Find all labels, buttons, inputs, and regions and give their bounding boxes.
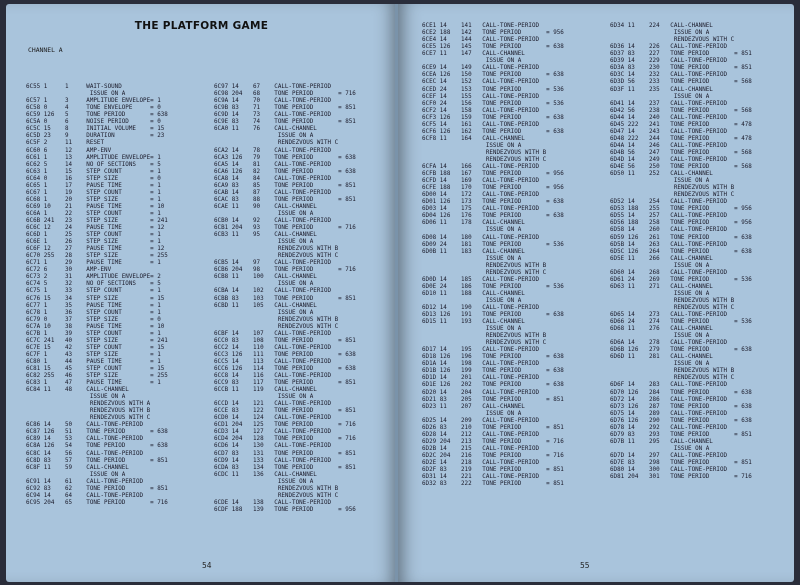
listing-line: 6D25 14 209 CALL-TONE-PERIOD bbox=[422, 417, 540, 424]
listing-line: RENDEZVOUS WITH B bbox=[422, 149, 547, 156]
listing-line: RENDEZVOUS WITH B bbox=[610, 185, 735, 192]
listing-line: 6D4E 56 250 TONE PERIOD = 568 bbox=[610, 164, 752, 171]
listing-line: ISSUE ON A bbox=[26, 394, 126, 401]
page-number: 54 bbox=[202, 561, 212, 570]
listing-line: RENDEZVOUS WITH B bbox=[26, 408, 151, 415]
listing-line: ISSUE ON A bbox=[422, 227, 522, 234]
listing-line: 6C8C 14 56 CALL-TONE-PERIOD bbox=[26, 450, 144, 457]
listing-line: 6D34 11 224 CALL-CHANNEL bbox=[610, 23, 713, 30]
listing-line: 6CA5 14 81 CALL-TONE-PERIOD bbox=[214, 161, 332, 168]
listing-line: 6CCB 11 119 CALL-CHANNEL bbox=[214, 387, 317, 394]
listing-line: 6CF0 24 156 TONE PERIOD = 536 bbox=[422, 100, 564, 107]
listing-line: 6CA3 126 79 TONE PERIOD = 638 bbox=[214, 154, 356, 161]
listing-line: 6D31 14 221 CALL-TONE-PERIOD bbox=[422, 474, 540, 481]
listing-line: 6CD7 83 131 TONE PERIOD = 851 bbox=[214, 450, 356, 457]
listing-line: ISSUE ON A bbox=[214, 478, 314, 485]
listing-line: ISSUE ON A bbox=[610, 445, 710, 452]
listing-line: 6D5C 126 264 TONE PERIOD = 638 bbox=[610, 248, 752, 255]
listing-line: 6CC6 126 114 TONE PERIOD = 638 bbox=[214, 365, 356, 372]
listing-line: 6CC9 83 117 TONE PERIOD = 851 bbox=[214, 380, 356, 387]
listing-line: RENDEZVOUS WITH C bbox=[422, 156, 547, 163]
listing-line: 6C8A 126 54 TONE PERIOD = 638 bbox=[26, 443, 168, 450]
listing-line: 6C5A 0 6 NOISE PERIOD = 0 bbox=[26, 119, 161, 126]
listing-line: 6D3A 83 230 TONE PERIOD = 851 bbox=[610, 65, 752, 72]
listing-line: RENDEZVOUS WITH B bbox=[214, 246, 339, 253]
listing-line: 6CE1 14 141 CALL-TONE-PERIOD bbox=[422, 23, 540, 30]
listing-line: 6C64 0 16 STEP SIZE = 0 bbox=[26, 175, 161, 182]
listing-line: 6C7B 1 39 STEP COUNT = 1 bbox=[26, 330, 161, 337]
listing-line: 6D15 11 193 CALL-CHANNEL bbox=[422, 319, 525, 326]
listing-line: 6C73 2 31 AMPLITUDE ENVELOPE= 2 bbox=[26, 274, 161, 281]
listing-line: RENDEZVOUS WITH C bbox=[214, 253, 339, 260]
listing-line: RENDEZVOUS WITH B bbox=[422, 262, 547, 269]
listing-line: 6C92 83 62 TONE PERIOD = 851 bbox=[26, 485, 168, 492]
listing-line: 6CC2 14 110 CALL-TONE-PERIOD bbox=[214, 344, 332, 351]
listing-line: 6CB6 204 98 TONE PERIOD = 716 bbox=[214, 267, 356, 274]
listing-line: 6D41 14 237 CALL-TONE-PERIOD bbox=[610, 100, 728, 107]
listing-line: 6C77 1 35 PAUSE TIME = 1 bbox=[26, 302, 161, 309]
listing-line: 6CDE 14 138 CALL-TONE-PERIOD bbox=[214, 499, 332, 506]
listing-line: 6D48 222 244 TONE PERIOD = 478 bbox=[610, 135, 752, 142]
listing-line: 6D7D 14 297 CALL-TONE-PERIOD bbox=[610, 452, 728, 459]
listing-lines bbox=[26, 84, 168, 507]
listing-line: 6D2C 204 216 TONE PERIOD = 716 bbox=[422, 452, 564, 459]
listing-line: 6D39 14 229 CALL-TONE-PERIOD bbox=[610, 58, 728, 65]
listing-line: 6C89 14 53 CALL-TONE-PERIOD bbox=[26, 436, 144, 443]
listing-line: 6C87 126 51 TONE PERIOD = 638 bbox=[26, 429, 168, 436]
listing-line: 6C6E 1 26 STEP SIZE = 1 bbox=[26, 239, 161, 246]
listing-line: 6CF8 11 164 CALL-CHANNEL bbox=[422, 135, 525, 142]
listing-line: 6C84 11 48 CALL-CHANNEL bbox=[26, 387, 129, 394]
listing-line: 6D50 11 252 CALL-CHANNEL bbox=[610, 171, 713, 178]
page-number: 55 bbox=[580, 561, 590, 570]
listing-line: ISSUE ON A bbox=[422, 297, 522, 304]
listing-line: 6C9A 14 70 CALL-TONE-PERIOD bbox=[214, 98, 332, 105]
listing-line: 6CA0 11 76 CALL-CHANNEL bbox=[214, 126, 317, 133]
listing-line: RENDEZVOUS WITH C bbox=[610, 304, 735, 311]
listing-line: 6D75 14 289 CALL-TONE-PERIOD bbox=[610, 410, 728, 417]
listing-line: 6D70 126 284 TONE PERIOD = 638 bbox=[610, 389, 752, 396]
listing-line: 6C70 255 28 STEP SIZE = 255 bbox=[26, 253, 168, 260]
listing-line: 6D36 14 226 CALL-TONE-PERIOD bbox=[610, 44, 728, 51]
listing-line: RENDEZVOUS WITH B bbox=[610, 368, 735, 375]
listing-line: ISSUE ON A bbox=[422, 410, 522, 417]
listing-line: 6D09 24 181 TONE PERIOD = 536 bbox=[422, 241, 564, 248]
listing-column-2 bbox=[610, 9, 752, 495]
listing-line: 6D0B 11 183 CALL-CHANNEL bbox=[422, 248, 525, 255]
listing-line: ISSUE ON A bbox=[610, 361, 710, 368]
listing-line: 6C98 204 68 TONE PERIOD = 716 bbox=[214, 91, 356, 98]
listing-line: 6D60 14 268 CALL-TONE-PERIOD bbox=[610, 269, 728, 276]
listing-line: 6D6A 14 278 CALL-TONE-PERIOD bbox=[610, 340, 728, 347]
listing-line: 6D6F 14 283 CALL-TONE-PERIOD bbox=[610, 382, 728, 389]
listing-line: 6D13 126 191 TONE PERIOD = 638 bbox=[422, 312, 564, 319]
listing-line: 6CC5 14 113 CALL-TONE-PERIOD bbox=[214, 358, 332, 365]
listing-line: 6D12 14 190 CALL-TONE-PERIOD bbox=[422, 304, 540, 311]
page-title: THE PLATFORM GAME bbox=[134, 20, 269, 32]
listing-line: ISSUE ON A bbox=[422, 255, 522, 262]
listing-line: 6C67 1 19 STEP COUNT = 1 bbox=[26, 189, 161, 196]
listing-line: 6CA8 14 84 CALL-TONE-PERIOD bbox=[214, 175, 332, 182]
listing-line: 6CB1 204 93 TONE PERIOD = 716 bbox=[214, 225, 356, 232]
listing-line: 6C75 1 33 STEP COUNT = 1 bbox=[26, 288, 161, 295]
listing-line: 6C62 5 14 NO OF SECTIONS = 5 bbox=[26, 161, 161, 168]
listing-line: 6C76 15 34 STEP SIZE = 15 bbox=[26, 295, 165, 302]
listing-lines bbox=[422, 23, 564, 488]
listing-line: RENDEZVOUS WITH C bbox=[26, 415, 151, 422]
listing-line: 6CAE 11 90 CALL-CHANNEL bbox=[214, 203, 317, 210]
listing-line: 6C86 14 50 CALL-TONE-PERIOD bbox=[26, 422, 144, 429]
listing-line: 6CEC 14 152 CALL-TONE-PERIOD bbox=[422, 79, 540, 86]
listing-line: 6D26 83 210 TONE PERIOD = 851 bbox=[422, 424, 564, 431]
listing-line: 6CC3 126 111 TONE PERIOD = 638 bbox=[214, 351, 356, 358]
listing-line: ISSUE ON A bbox=[214, 394, 314, 401]
listing-line: 6CD0 14 124 CALL-TONE-PERIOD bbox=[214, 415, 332, 422]
listing-line: 6CD9 14 133 CALL-TONE-PERIOD bbox=[214, 457, 332, 464]
listing-line: 6C60 6 12 AMP-ENV bbox=[26, 147, 112, 154]
listing-line: RENDEZVOUS WITH C bbox=[214, 323, 339, 330]
listing-line: 6CD6 14 130 CALL-TONE-PERIOD bbox=[214, 443, 332, 450]
listing-line: 6CDC 11 136 CALL-CHANNEL bbox=[214, 471, 317, 478]
listing-line: 6C82 255 46 STEP SIZE = 255 bbox=[26, 373, 168, 380]
listing-line: 6D63 11 271 CALL-CHANNEL bbox=[610, 283, 713, 290]
page-55 bbox=[398, 4, 794, 582]
listing-line: 6D2E 14 218 CALL-TONE-PERIOD bbox=[422, 460, 540, 466]
listing-line: 6C5C 15 8 INITIAL VOLUME = 15 bbox=[26, 126, 165, 133]
listing-line: 6D20 14 204 CALL-TONE-PERIOD bbox=[422, 389, 540, 396]
listing-line: 6D08 14 180 CALL-TONE-PERIOD bbox=[422, 234, 540, 241]
listing-line: 6C72 6 30 AMP-ENV bbox=[26, 267, 112, 274]
listing-line: 6CCD 14 121 CALL-TONE-PERIOD bbox=[214, 401, 332, 408]
listing-line: 6C63 1 15 STEP COUNT = 1 bbox=[26, 168, 161, 175]
listing-line: 6C65 1 17 PAUSE TIME = 1 bbox=[26, 182, 161, 189]
listing-line: 6D18 126 196 TONE PERIOD = 638 bbox=[422, 354, 564, 361]
listing-line: 6D45 222 241 TONE PERIOD = 478 bbox=[610, 121, 752, 128]
listing-line: 6C91 14 61 CALL-TONE-PERIOD bbox=[26, 478, 144, 485]
listing-line: RENDEZVOUS WITH A bbox=[26, 401, 151, 408]
listing-line: 6C69 10 21 PAUSE TIME = 10 bbox=[26, 203, 165, 210]
listing-line: ISSUE ON A bbox=[214, 210, 314, 217]
listing-line: 6D72 14 286 CALL-TONE-PERIOD bbox=[610, 396, 728, 403]
listing-line: 6D47 14 243 CALL-TONE-PERIOD bbox=[610, 128, 728, 135]
listing-line: 6CE9 14 149 CALL-TONE-PERIOD bbox=[422, 65, 540, 72]
listing-line: 6CFA 14 166 CALL-TONE-PERIOD bbox=[422, 164, 540, 171]
listing-line: 6C8F 11 59 CALL-CHANNEL bbox=[26, 464, 129, 471]
listing-line: 6D4D 14 249 CALL-TONE-PERIOD bbox=[610, 156, 728, 163]
section-heading: CHANNEL A bbox=[28, 46, 63, 54]
listing-line: 6CA6 126 82 TONE PERIOD = 638 bbox=[214, 168, 356, 175]
listing-line: RENDEZVOUS WITH B bbox=[214, 316, 339, 323]
listing-line: 6D2F 83 219 TONE PERIOD = 851 bbox=[422, 467, 564, 474]
listing-line: 6CE7 11 147 CALL-CHANNEL bbox=[422, 51, 525, 58]
listing-line: 6D76 126 290 TONE PERIOD = 638 bbox=[610, 417, 752, 424]
listing-line: 6C9D 14 73 CALL-TONE-PERIOD bbox=[214, 112, 332, 119]
listing-line: 6C7C 241 40 STEP SIZE = 241 bbox=[26, 337, 168, 344]
listing-line: 6D6D 11 281 CALL-CHANNEL bbox=[610, 354, 713, 361]
listing-line: 6C6D 1 25 STEP COUNT = 1 bbox=[26, 232, 161, 239]
listing-line: 6CD3 14 127 CALL-TONE-PERIOD bbox=[214, 429, 332, 436]
listing-line: 6D10 11 188 CALL-CHANNEL bbox=[422, 290, 525, 297]
listing-line: 6CAB 14 87 CALL-TONE-PERIOD bbox=[214, 189, 332, 196]
listing-line: 6C55 1 1 WAIT-SOUND bbox=[26, 84, 122, 91]
listing-line: 6CEF 14 155 CALL-TONE-PERIOD bbox=[422, 93, 540, 100]
listing-line: 6D6B 126 279 TONE PERIOD = 638 bbox=[610, 347, 752, 354]
listing-line: ISSUE ON A bbox=[422, 326, 522, 333]
listing-line: 6CF5 14 161 CALL-TONE-PERIOD bbox=[422, 121, 540, 128]
listing-line: 6D79 83 293 TONE PERIOD = 851 bbox=[610, 431, 752, 438]
listing-line: 6CBB 83 103 TONE PERIOD = 851 bbox=[214, 295, 356, 302]
listing-line: 6C94 14 64 CALL-TONE-PERIOD bbox=[26, 492, 144, 499]
listing-line: 6D28 14 212 CALL-TONE-PERIOD bbox=[422, 431, 540, 438]
listing-line: 6CD4 204 128 TONE PERIOD = 716 bbox=[214, 436, 356, 443]
listing-line: 6C9B 83 71 TONE PERIOD = 851 bbox=[214, 105, 356, 112]
listing-line: 6CF2 14 158 CALL-TONE-PERIOD bbox=[422, 107, 540, 114]
listing-line: RENDEZVOUS WITH C bbox=[610, 37, 735, 44]
listing-line: 6D17 14 195 CALL-TONE-PERIOD bbox=[422, 347, 540, 354]
listing-line: 6CC0 83 108 TONE PERIOD = 851 bbox=[214, 337, 356, 344]
listing-line: 6CF3 126 159 TONE PERIOD = 638 bbox=[422, 114, 564, 121]
listing-line: 6D06 11 178 CALL-CHANNEL bbox=[422, 220, 525, 227]
listing-line: ISSUE ON A bbox=[214, 239, 314, 246]
listing-lines bbox=[610, 23, 752, 481]
listing-line: 6CBA 14 102 CALL-TONE-PERIOD bbox=[214, 288, 332, 295]
listing-line: 6CB8 11 100 CALL-CHANNEL bbox=[214, 274, 317, 281]
listing-line: 6CE4 14 144 CALL-TONE-PERIOD bbox=[422, 37, 540, 44]
listing-line: ISSUE ON A bbox=[214, 133, 314, 140]
listing-line: 6CF6 126 162 TONE PERIOD = 638 bbox=[422, 128, 564, 135]
listing-line: 6C59 126 5 TONE PERIOD = 638 bbox=[26, 112, 168, 119]
listing-line: 6CB3 11 95 CALL-CHANNEL bbox=[214, 232, 317, 239]
listing-column-2 bbox=[214, 70, 356, 528]
listing-line: ISSUE ON A bbox=[26, 91, 126, 98]
listing-line: ISSUE ON A bbox=[610, 262, 710, 269]
page-54 bbox=[6, 4, 397, 582]
listing-line: 6C6F 12 27 PAUSE TIME = 12 bbox=[26, 246, 165, 253]
listing-line: 6CBF 14 107 CALL-TONE-PERIOD bbox=[214, 330, 332, 337]
listing-line: 6C74 5 32 NO OF SECTIONS = 5 bbox=[26, 281, 161, 288]
listing-line: ISSUE ON A bbox=[214, 281, 314, 288]
listing-line: 6CFB 188 167 TONE PERIOD = 956 bbox=[422, 171, 564, 178]
listing-lines bbox=[214, 84, 356, 514]
listing-column-1 bbox=[422, 9, 564, 502]
listing-line: 6CA9 83 85 TONE PERIOD = 851 bbox=[214, 182, 356, 189]
listing-line: ISSUE ON A bbox=[610, 93, 710, 100]
listing-line: 6CB5 14 97 CALL-TONE-PERIOD bbox=[214, 260, 332, 267]
listing-line: 6CFE 188 170 TONE PERIOD = 956 bbox=[422, 185, 564, 192]
listing-line: 6C80 1 44 PAUSE TIME = 1 bbox=[26, 358, 161, 365]
listing-line: 6D1D 14 201 CALL-TONE-PERIOD bbox=[422, 375, 540, 382]
listing-line: ISSUE ON A bbox=[26, 471, 126, 478]
listing-line: 6D01 126 173 TONE PERIOD = 638 bbox=[422, 199, 564, 206]
listing-line: 6C83 1 47 PAUSE TIME = 1 bbox=[26, 380, 161, 387]
listing-line: 6CDF 188 139 TONE PERIOD = 956 bbox=[214, 506, 356, 513]
listing-line: ISSUE ON A bbox=[610, 178, 710, 185]
listing-line: RENDEZVOUS WITH C bbox=[610, 192, 735, 199]
listing-line: RENDEZVOUS WITH B bbox=[422, 333, 547, 340]
listing-line: 6CC8 14 116 CALL-TONE-PERIOD bbox=[214, 373, 332, 380]
listing-line: 6D4A 14 246 CALL-TONE-PERIOD bbox=[610, 142, 728, 149]
listing-line: RENDEZVOUS WITH C bbox=[422, 340, 547, 347]
listing-line: 6D23 11 207 CALL-CHANNEL bbox=[422, 403, 525, 410]
listing-line: 6CBD 11 105 CALL-CHANNEL bbox=[214, 302, 317, 309]
listing-line: 6C7F 1 43 STEP SIZE = 1 bbox=[26, 351, 161, 358]
listing-line: 6C7A 10 38 PAUSE TIME = 10 bbox=[26, 323, 165, 330]
listing-line: 6D7B 11 295 CALL-CHANNEL bbox=[610, 438, 713, 445]
listing-line: 6D0E 24 186 TONE PERIOD = 536 bbox=[422, 283, 564, 290]
listing-line: 6D21 83 205 TONE PERIOD = 851 bbox=[422, 396, 564, 403]
listing-line: RENDEZVOUS WITH C bbox=[610, 375, 735, 382]
listing-line: 6D61 24 269 TONE PERIOD = 536 bbox=[610, 276, 752, 283]
listing-line: 6C6B 241 23 STEP SIZE = 241 bbox=[26, 217, 168, 224]
listing-line: 6C5D 23 9 DURATION = 23 bbox=[26, 133, 165, 140]
listing-line: 6D44 14 240 CALL-TONE-PERIOD bbox=[610, 114, 728, 121]
listing-line: 6C5F 2 11 RESET bbox=[26, 140, 105, 147]
listing-line: 6CDA 83 134 TONE PERIOD = 851 bbox=[214, 464, 356, 471]
listing-line: 6D1E 126 202 TONE PERIOD = 638 bbox=[422, 382, 564, 389]
listing-line: 6D29 204 213 TONE PERIOD = 716 bbox=[422, 438, 564, 445]
listing-line: RENDEZVOUS WITH B bbox=[610, 297, 735, 304]
listing-line: 6C95 204 65 TONE PERIOD = 716 bbox=[26, 499, 168, 506]
listing-line: 6D5B 14 263 CALL-TONE-PERIOD bbox=[610, 241, 728, 248]
listing-line: 6C57 1 3 AMPLITUDE ENVELOPE= 1 bbox=[26, 98, 161, 105]
listing-line: 6D03 14 175 CALL-TONE-PERIOD bbox=[422, 206, 540, 213]
listing-line: 6C81 15 45 STEP COUNT = 15 bbox=[26, 365, 165, 372]
listing-line: 6D3C 14 232 CALL-TONE-PERIOD bbox=[610, 72, 728, 79]
listing-line: 6D68 11 276 CALL-CHANNEL bbox=[610, 326, 713, 333]
listing-line: 6D66 24 274 TONE PERIOD = 536 bbox=[610, 319, 752, 326]
listing-line: 6CD1 204 125 TONE PERIOD = 716 bbox=[214, 422, 356, 429]
listing-line: 6D7E 83 298 TONE PERIOD = 851 bbox=[610, 460, 752, 466]
listing-line: 6CA2 14 78 CALL-TONE-PERIOD bbox=[214, 147, 332, 154]
listing-line: RENDEZVOUS WITH C bbox=[214, 140, 339, 147]
listing-line: 6C79 0 37 STEP SIZE = 0 bbox=[26, 316, 161, 323]
listing-line: 6D59 126 261 TONE PERIOD = 638 bbox=[610, 234, 752, 241]
listing-line: 6D42 56 238 TONE PERIOD = 568 bbox=[610, 107, 752, 114]
listing-line: RENDEZVOUS WITH C bbox=[422, 269, 547, 276]
listing-line: ISSUE ON A bbox=[610, 30, 710, 37]
listing-line: 6D80 14 300 CALL-TONE-PERIOD bbox=[610, 467, 728, 474]
listing-line: 6D0D 14 185 CALL-TONE-PERIOD bbox=[422, 276, 540, 283]
listing-line: 6C8D 83 57 TONE PERIOD = 851 bbox=[26, 457, 168, 464]
listing-line: 6C58 0 4 TONE ENVELOPE = 0 bbox=[26, 105, 161, 112]
listing-line: ISSUE ON A bbox=[422, 58, 522, 65]
listing-line: 6D52 14 254 CALL-TONE-PERIOD bbox=[610, 199, 728, 206]
listing-line: RENDEZVOUS WITH B bbox=[214, 485, 339, 492]
listing-line: 6C97 14 67 CALL-TONE-PERIOD bbox=[214, 84, 332, 91]
listing-line: 6D58 14 260 CALL-TONE-PERIOD bbox=[610, 227, 728, 234]
listing-line: 6D1A 14 198 CALL-TONE-PERIOD bbox=[422, 361, 540, 368]
listing-line: 6D4B 56 247 TONE PERIOD = 568 bbox=[610, 149, 752, 156]
listing-line: 6D32 83 222 TONE PERIOD = 851 bbox=[422, 481, 564, 488]
listing-line: 6CEA 126 150 TONE PERIOD = 638 bbox=[422, 72, 564, 79]
listing-line: 6C68 1 20 STEP SIZE = 1 bbox=[26, 196, 161, 203]
listing-line: 6D55 14 257 CALL-TONE-PERIOD bbox=[610, 213, 728, 220]
listing-line: 6D3F 11 235 CALL-CHANNEL bbox=[610, 86, 713, 93]
listing-line: 6D81 204 301 TONE PERIOD = 716 bbox=[610, 474, 752, 481]
listing-line: 6D1B 126 199 TONE PERIOD = 638 bbox=[422, 368, 564, 375]
listing-line: 6D04 126 176 TONE PERIOD = 638 bbox=[422, 213, 564, 220]
listing-line: 6C71 1 29 PAUSE TIME = 1 bbox=[26, 260, 161, 267]
listing-line: 6C61 1 13 AMPLITUDE ENVELOPE= 1 bbox=[26, 154, 161, 161]
listing-line: 6D37 83 227 TONE PERIOD = 851 bbox=[610, 51, 752, 58]
listing-line: ISSUE ON A bbox=[422, 142, 522, 149]
listing-line: 6D78 14 292 CALL-TONE-PERIOD bbox=[610, 424, 728, 431]
listing-line: 6CB0 14 92 CALL-TONE-PERIOD bbox=[214, 217, 332, 224]
listing-line: 6C78 1 36 STEP COUNT = 1 bbox=[26, 309, 161, 316]
listing-line: RENDEZVOUS WITH C bbox=[214, 492, 339, 499]
listing-line: 6C6C 12 24 PAUSE TIME = 12 bbox=[26, 225, 165, 232]
listing-line: 6D2B 14 215 CALL-TONE-PERIOD bbox=[422, 445, 540, 452]
listing-line: 6CAC 83 88 TONE PERIOD = 851 bbox=[214, 196, 356, 203]
listing-line: ISSUE ON A bbox=[214, 309, 314, 316]
listing-line: 6D56 188 258 TONE PERIOD = 956 bbox=[610, 220, 752, 227]
listing-line: 6D3D 56 233 TONE PERIOD = 568 bbox=[610, 79, 752, 86]
listing-line: 6D5E 11 266 CALL-CHANNEL bbox=[610, 255, 713, 262]
listing-line: 6D53 188 255 TONE PERIOD = 956 bbox=[610, 206, 752, 213]
listing-line: 6D73 126 287 TONE PERIOD = 638 bbox=[610, 403, 752, 410]
listing-line: 6CCE 83 122 TONE PERIOD = 851 bbox=[214, 408, 356, 415]
listing-column-1 bbox=[26, 70, 168, 521]
listing-line: 6C6A 1 22 STEP COUNT = 1 bbox=[26, 210, 161, 217]
listing-line: ISSUE ON A bbox=[610, 333, 710, 340]
listing-line: 6D00 14 172 CALL-TONE-PERIOD bbox=[422, 192, 540, 199]
listing-line: 6CED 24 153 TONE PERIOD = 536 bbox=[422, 86, 564, 93]
listing-line: 6D65 14 273 CALL-TONE-PERIOD bbox=[610, 312, 728, 319]
listing-line: 6CE5 126 145 TONE PERIOD = 638 bbox=[422, 44, 564, 51]
listing-line: 6CE2 188 142 TONE PERIOD = 956 bbox=[422, 30, 564, 37]
listing-line: 6C9E 83 74 TONE PERIOD = 851 bbox=[214, 119, 356, 126]
listing-line: 6CFD 14 169 CALL-TONE-PERIOD bbox=[422, 178, 540, 185]
listing-line: ISSUE ON A bbox=[610, 290, 710, 297]
listing-line: 6C7E 15 42 STEP COUNT = 15 bbox=[26, 344, 165, 351]
